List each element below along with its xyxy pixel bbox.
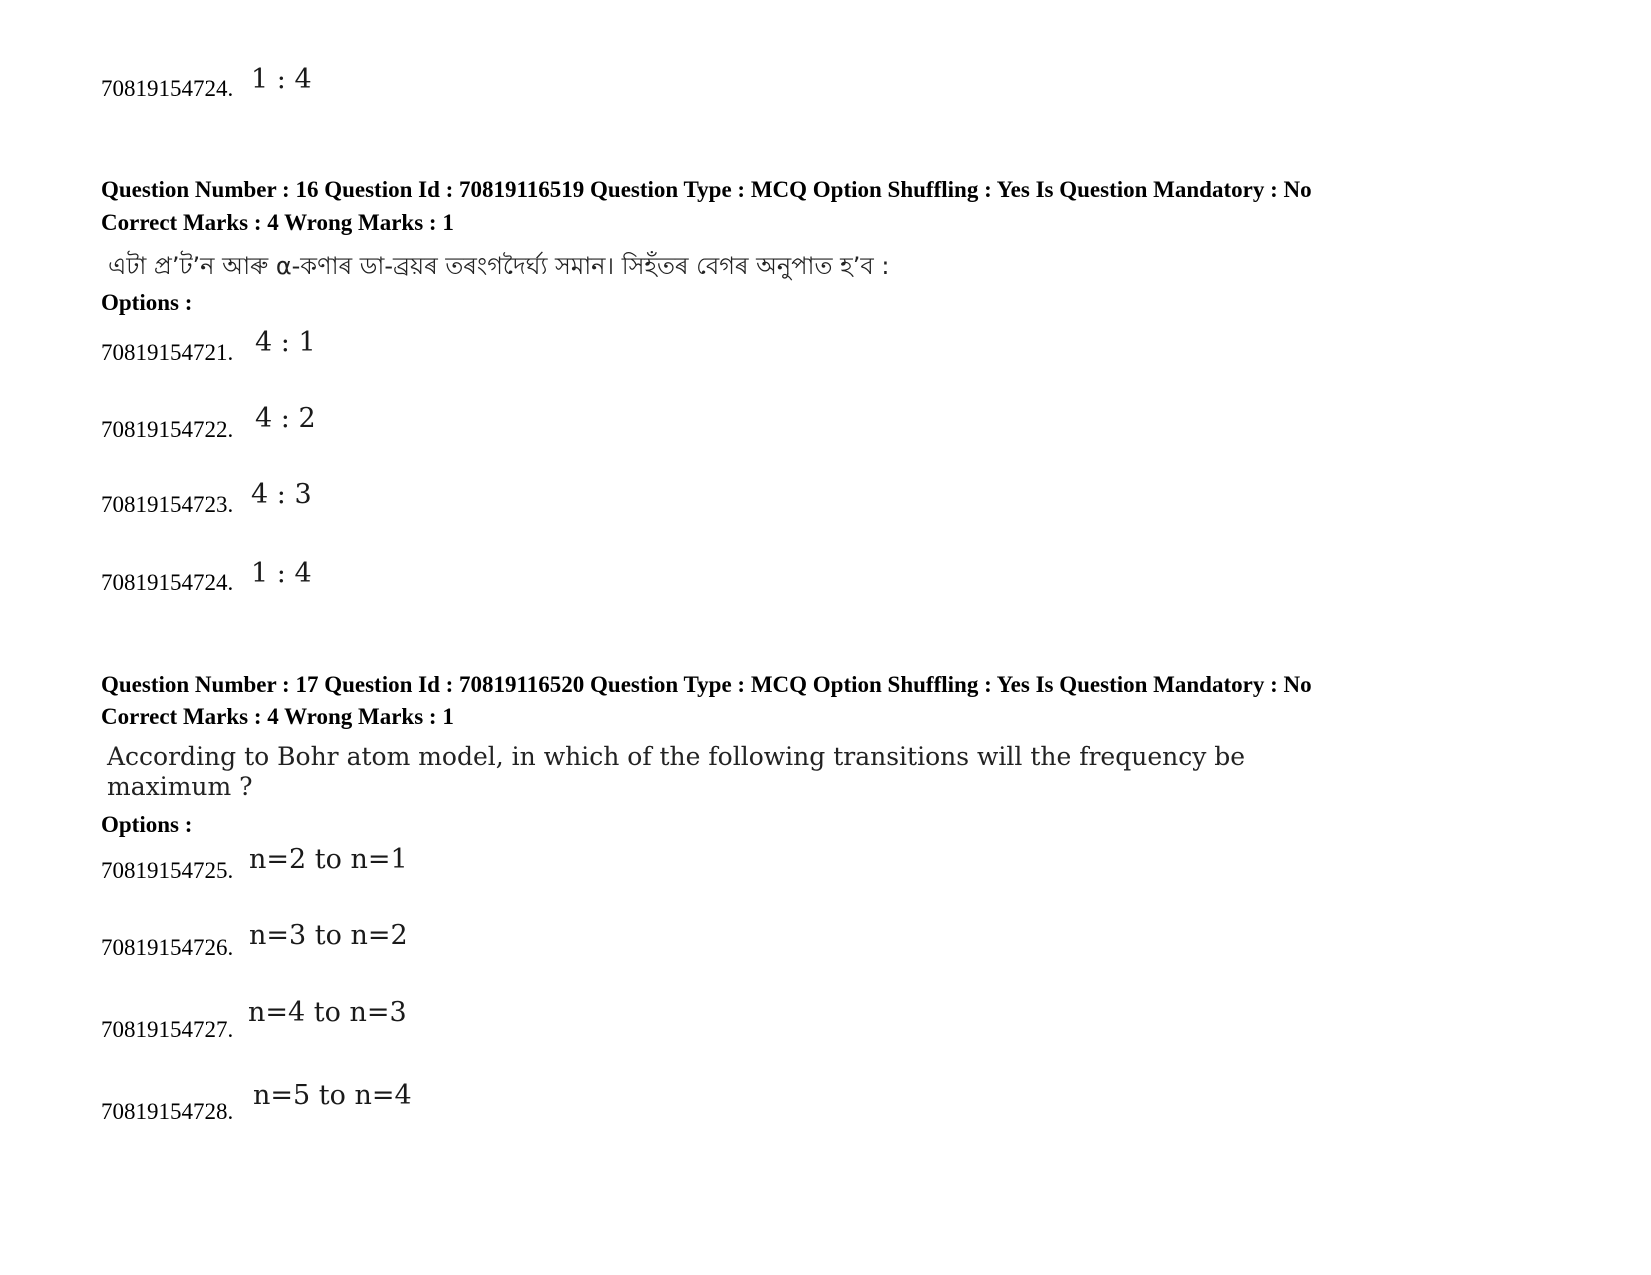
option-id: 70819154725. — [101, 858, 234, 883]
option-value: 4 : 1 — [255, 327, 316, 358]
option-id: 70819154722. — [101, 417, 234, 442]
question-16-marks: Correct Marks : 4 Wrong Marks : 1 — [101, 210, 454, 235]
option-value: n=4 to n=3 — [248, 997, 407, 1028]
option-id: 70819154726. — [101, 935, 234, 960]
option-value: 1 : 4 — [251, 64, 312, 95]
question-16-options-label: Options : — [101, 290, 193, 315]
option-value: 4 : 3 — [251, 479, 312, 510]
question-17-meta: Question Number : 17 Question Id : 70819116520 Question Type : MCQ Option Shuffling : Yes Is Question Mandatory : No — [101, 672, 1312, 697]
option-value: 1 : 4 — [251, 558, 312, 589]
option-value: n=5 to n=4 — [253, 1080, 412, 1111]
question-16-text: এটা প্ৰ’ট’ন আৰু α-কণাৰ ডা-ব্ৰয়ৰ তৰংগদৈৰ্ঘ্য সমান। সিহঁতৰ বেগৰ অনুপাত হ’ব : — [108, 252, 890, 280]
option-value: n=2 to n=1 — [249, 844, 408, 875]
question-17-marks: Correct Marks : 4 Wrong Marks : 1 — [101, 704, 454, 729]
option-value: n=3 to n=2 — [249, 920, 408, 951]
question-17-options-label: Options : — [101, 812, 193, 837]
option-id: 70819154724. — [101, 76, 234, 101]
option-id: 70819154721. — [101, 340, 234, 365]
option-id: 70819154724. — [101, 570, 234, 595]
option-id: 70819154727. — [101, 1017, 234, 1042]
question-16-meta: Question Number : 16 Question Id : 70819116519 Question Type : MCQ Option Shuffling : Yes Is Question Mandatory : No — [101, 177, 1312, 202]
option-id: 70819154728. — [101, 1099, 234, 1124]
question-17-text-line-1: According to Bohr atom model, in which of the following transitions will the frequency be — [107, 742, 1246, 771]
option-value: 4 : 2 — [255, 403, 316, 434]
question-17-text-line-2: maximum ? — [107, 772, 253, 801]
option-id: 70819154723. — [101, 492, 234, 517]
